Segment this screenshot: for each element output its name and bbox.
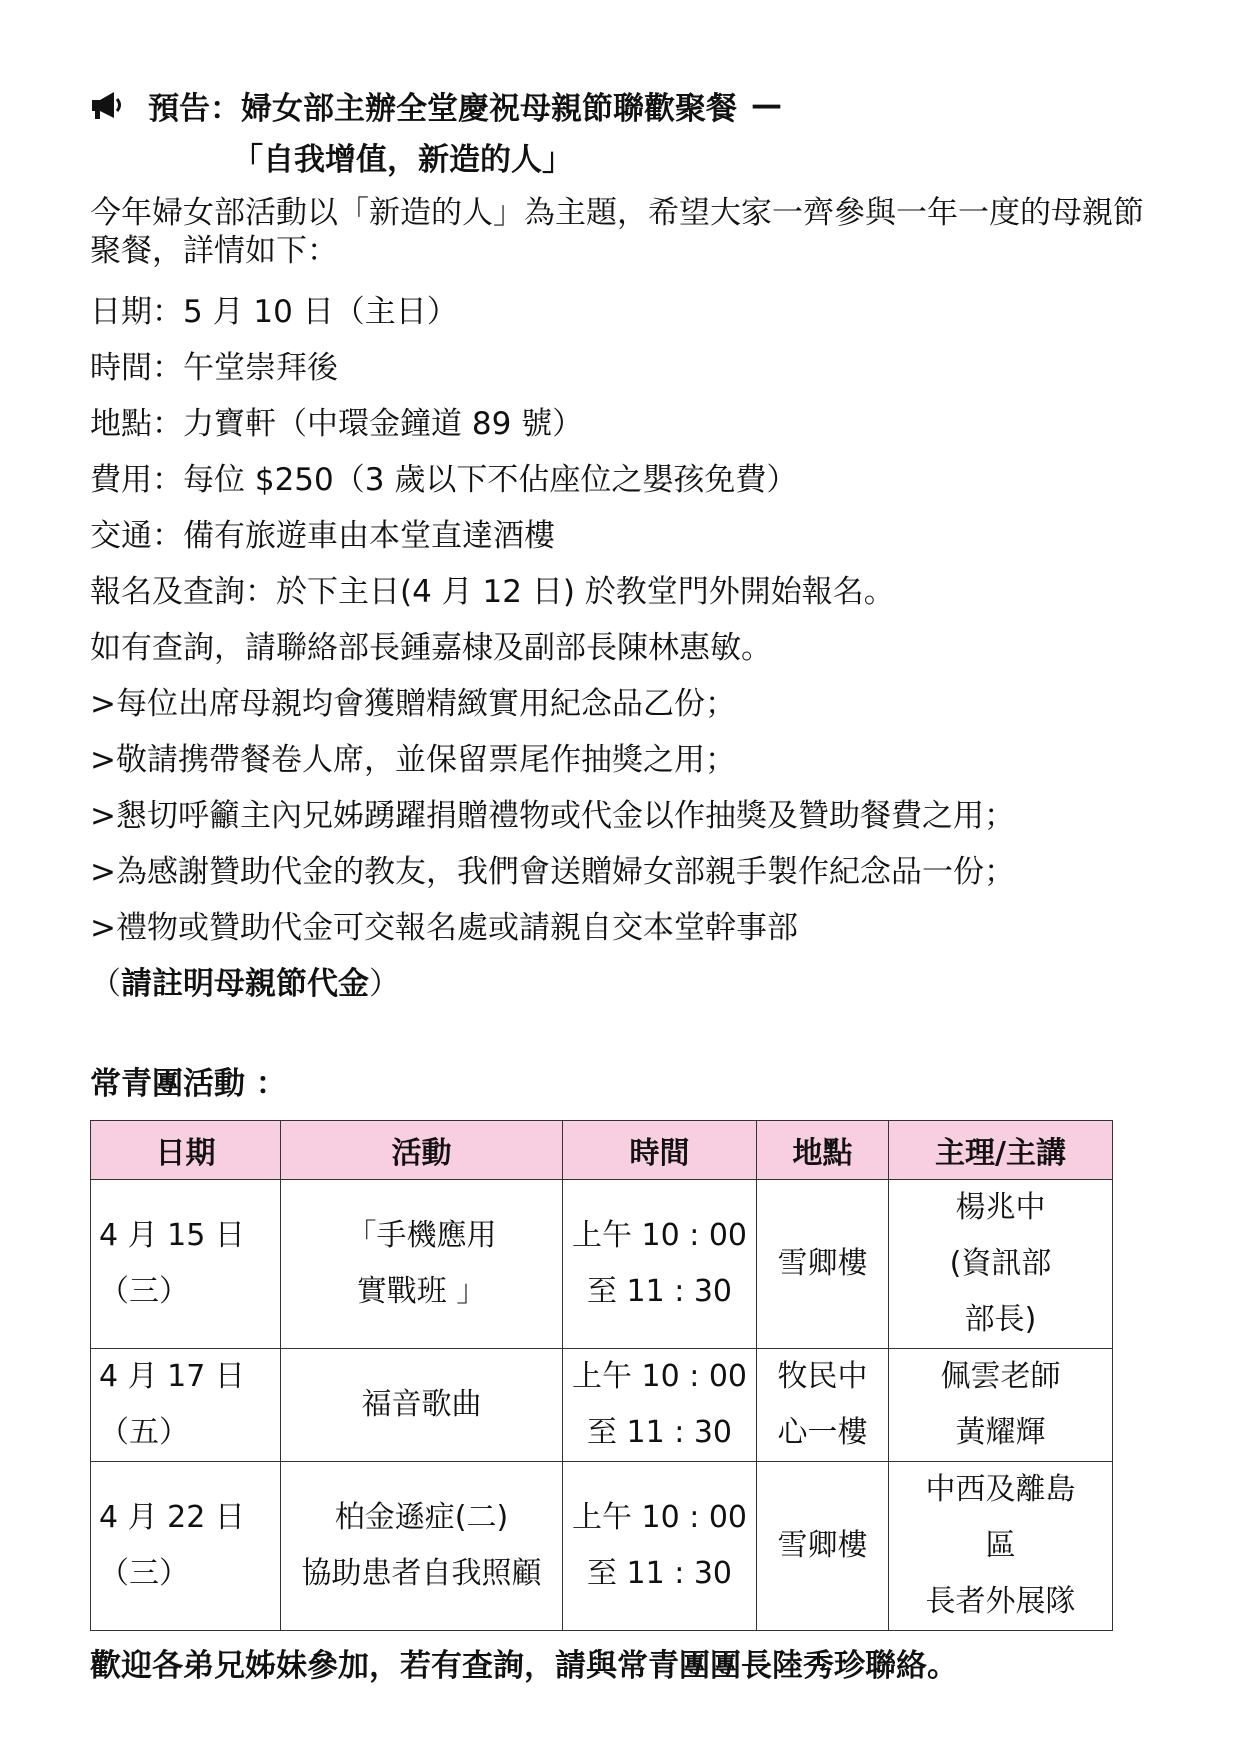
cell-line: （五） <box>99 1415 189 1450</box>
title-separator: — <box>751 87 782 123</box>
table-header-cell: 活動 <box>281 1121 563 1180</box>
cell-line: 實戰班 」 <box>356 1274 487 1309</box>
notice-subtitle: 「自我增值，新造的人」 <box>232 142 573 178</box>
cell-line: 中西及離島 <box>925 1472 1076 1507</box>
cell-activity <box>281 1180 563 1349</box>
cell-place <box>757 1180 889 1349</box>
table-header-cell: 日期 <box>91 1121 281 1180</box>
table-header-row <box>91 1121 1113 1180</box>
cell-line: （三） <box>99 1556 189 1591</box>
cell-line: 上午 10 : 00 <box>571 1500 748 1535</box>
cell-line: （三） <box>99 1274 189 1309</box>
detail-line: 地點：力寶軒（中環金鐘道 89 號） <box>90 406 584 442</box>
cell-line: 楊兆中 <box>955 1190 1046 1225</box>
cell-line: 雪卿樓 <box>777 1246 868 1281</box>
cell-line: 長者外展隊 <box>925 1584 1076 1619</box>
evergreen-footer: 歡迎各弟兄姊妹參加，若有查詢，請與常青團團長陸秀珍聯絡。 <box>90 1648 958 1684</box>
detail-line: >為感謝贊助代金的教友，我們會送贈婦女部親手製作紀念品一份； <box>90 854 1015 890</box>
cell-time <box>563 1180 757 1349</box>
detail-line: 報名及查詢：於下主日(4 月 12 日) 於教堂門外開始報名。 <box>90 574 895 610</box>
detail-line: 如有查詢，請聯絡部長鍾嘉棣及副部長陳林惠敏。 <box>90 630 772 666</box>
cell-line: 4 月 22 日 <box>99 1500 245 1535</box>
cell-activity <box>281 1349 563 1462</box>
cell-line: 雪卿樓 <box>777 1528 868 1563</box>
notice-details <box>90 284 1160 956</box>
detail-line: >敬請携帶餐卷人席，並保留票尾作抽獎之用； <box>90 742 736 778</box>
megaphone-icon <box>90 89 126 121</box>
cell-line: 福音歌曲 <box>361 1387 482 1422</box>
closing-note: 請註明母親節代金 <box>121 966 369 1002</box>
detail-line: >禮物或贊助代金可交報名處或請親自交本堂幹事部 <box>90 910 798 946</box>
table-row <box>91 1349 1113 1462</box>
cell-date <box>91 1349 281 1462</box>
cell-line: 4 月 17 日 <box>99 1359 245 1394</box>
bulletin-page <box>90 80 1160 1691</box>
cell-line: 4 月 15 日 <box>99 1218 245 1253</box>
notice-title: 預告：婦女部主辦全堂慶祝母親節聯歡聚餐 <box>148 90 737 127</box>
cell-host <box>889 1180 1113 1349</box>
cell-line: 至 11 : 30 <box>586 1274 733 1309</box>
cell-line: 牧民中 <box>777 1359 868 1394</box>
detail-line: 日期：5 月 10 日（主日） <box>90 294 458 330</box>
cell-date <box>91 1180 281 1349</box>
cell-line: 佩雲老師 <box>940 1359 1061 1394</box>
table-header-cell: 地點 <box>757 1121 889 1180</box>
cell-line: 上午 10 : 00 <box>571 1359 748 1394</box>
table-row <box>91 1462 1113 1631</box>
closing-paren-close: ） <box>369 966 400 1002</box>
cell-place <box>757 1462 889 1631</box>
closing-paren-open: （ <box>90 966 121 1002</box>
detail-line: >懇切呼籲主內兄姊踴躍捐贈禮物或代金以作抽獎及贊助餐費之用； <box>90 798 1015 834</box>
evergreen-title: 常青團活動 ： <box>90 1066 287 1102</box>
cell-line: 上午 10 : 00 <box>571 1218 748 1253</box>
cell-line: 至 11 : 30 <box>586 1415 733 1450</box>
cell-line: 「手機應用 <box>346 1218 497 1253</box>
notice-closing <box>90 956 1160 1012</box>
cell-line: 柏金遜症(二) <box>334 1500 509 1535</box>
cell-place <box>757 1349 889 1462</box>
notice-headline <box>90 80 1160 130</box>
evergreen-schedule-table <box>90 1120 1113 1631</box>
cell-time <box>563 1462 757 1631</box>
cell-host <box>889 1349 1113 1462</box>
table-header-cell: 時間 <box>563 1121 757 1180</box>
detail-line: 時間：午堂崇拜後 <box>90 350 338 386</box>
detail-line: 費用：每位 $250（3 歲以下不佔座位之嬰孩免費） <box>90 462 798 498</box>
cell-line: 心一樓 <box>777 1415 868 1450</box>
cell-line: 部長) <box>964 1302 1037 1337</box>
detail-line: >每位出席母親均會獲贈精緻實用紀念品乙份； <box>90 686 736 722</box>
cell-time <box>563 1349 757 1462</box>
table-row <box>91 1180 1113 1349</box>
cell-host <box>889 1462 1113 1631</box>
cell-line: 區 <box>985 1528 1016 1563</box>
detail-line: 交通：備有旅遊車由本堂直達酒樓 <box>90 518 555 554</box>
cell-line: 黃耀輝 <box>955 1415 1046 1450</box>
table-header-cell: 主理/主講 <box>889 1121 1113 1180</box>
cell-line: 至 11 : 30 <box>586 1556 733 1591</box>
notice-intro: 今年婦女部活動以「新造的人」為主題，希望大家一齊參與一年一度的母親節聚餐，詳情如下： <box>90 195 1144 269</box>
cell-activity <box>281 1462 563 1631</box>
cell-line: (資訊部 <box>949 1246 1052 1281</box>
cell-date <box>91 1462 281 1631</box>
cell-line: 協助患者自我照顧 <box>301 1556 542 1591</box>
